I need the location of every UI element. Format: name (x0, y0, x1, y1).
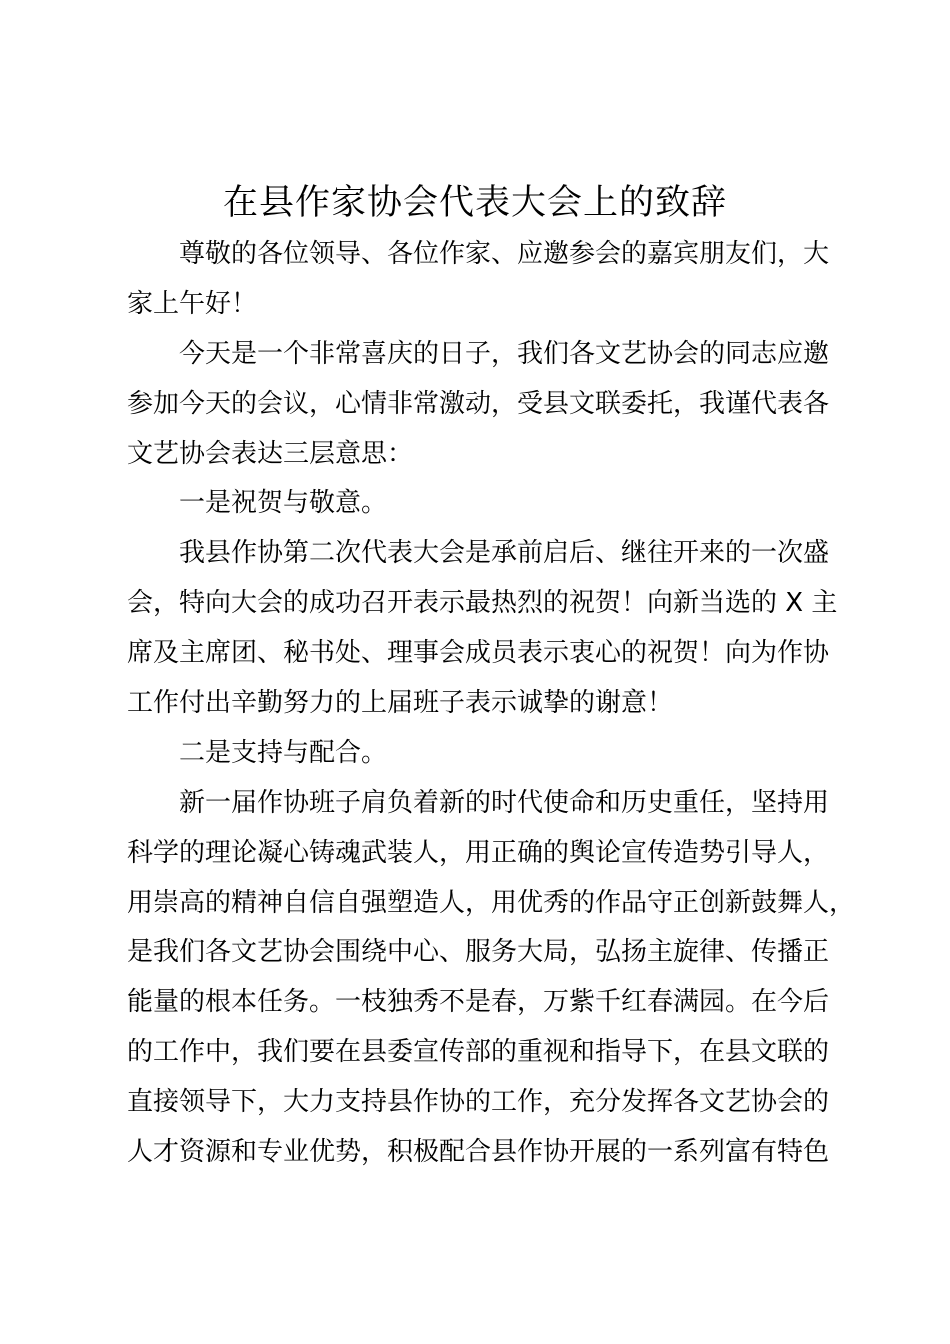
text-line: 能量的根本任务。一枝独秀不是春，万紫千红春满园。在今后 (127, 987, 830, 1018)
section-heading-2 (127, 729, 847, 779)
text-line: 科学的理论凝心铸魂武装人，用正确的舆论宣传造势引导人， (127, 837, 830, 868)
document-body (127, 230, 856, 1178)
text-line: 二是支持与配合。 (179, 737, 388, 768)
text-line: 文艺协会表达三层意思： (127, 438, 414, 469)
paragraph-opening (127, 330, 847, 480)
paragraph-congratulations (127, 529, 847, 729)
text-line: 尊敬的各位领导、各位作家、应邀参会的嘉宾朋友们，大 (179, 239, 830, 269)
text-line: 用崇高的精神自信自强塑造人，用优秀的作品守正创新鼓舞人， (127, 887, 856, 918)
text-line: 参加今天的会议，心情非常激动，受县文联委托，我谨代表各 (127, 388, 830, 419)
text-line: 新一届作协班子肩负着新的时代使命和历史重任，坚持用 (179, 787, 830, 818)
text-line: 我县作协第二次代表大会是承前启后、继往开来的一次盛 (179, 538, 830, 569)
text-line: 的工作中，我们要在县委宣传部的重视和指导下，在县文联的 (127, 1037, 830, 1068)
text-line: 工作付出辛勤努力的上届班子表示诚挚的谢意！ (127, 688, 674, 719)
text-line: 一是祝贺与敬意。 (179, 488, 388, 519)
text-line: 家上午好！ (127, 288, 258, 319)
text-line: 会，特向大会的成功召开表示最热烈的祝贺！向新当选的 X 主 (127, 588, 838, 619)
section-heading-1 (127, 479, 847, 529)
text-line: 今天是一个非常喜庆的日子，我们各文艺协会的同志应邀 (179, 338, 830, 369)
text-line: 人才资源和专业优势，积极配合县作协开展的一系列富有特色 (127, 1137, 830, 1168)
text-line: 是我们各文艺协会围绕中心、服务大局，弘扬主旋律、传播正 (127, 937, 830, 968)
document-title: 在县作家协会代表大会上的致辞 (222, 183, 727, 223)
paragraph-greeting (127, 230, 847, 330)
text-line: 直接领导下，大力支持县作协的工作，充分发挥各文艺协会的 (127, 1087, 830, 1118)
text-line: 席及主席团、秘书处、理事会成员表示衷心的祝贺！向为作协 (127, 638, 830, 669)
paragraph-support (127, 779, 856, 1178)
